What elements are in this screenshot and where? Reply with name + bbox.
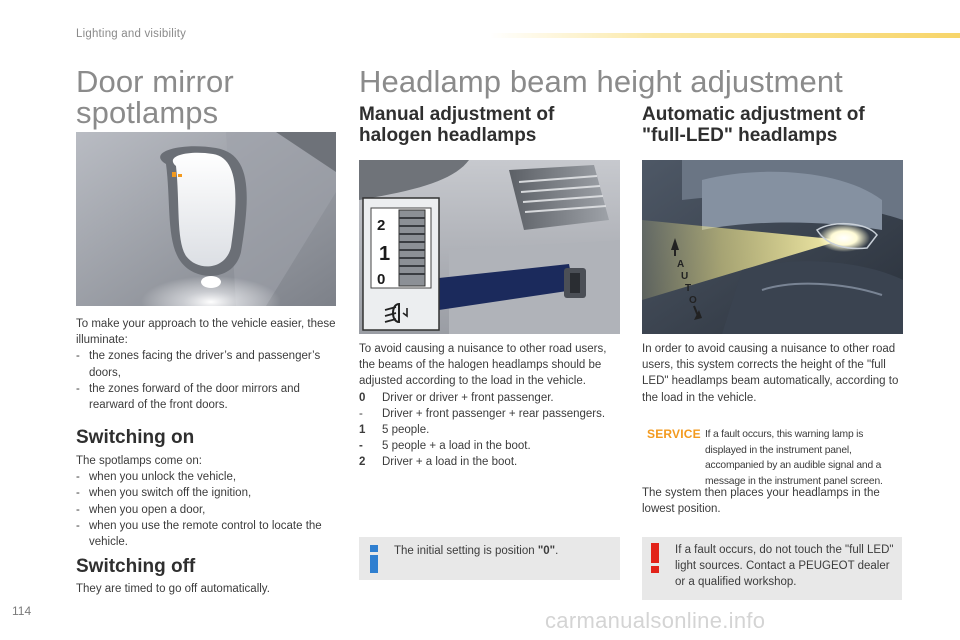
spotlamps-intro: To make your approach to the vehicle easier, these illuminate: [76,318,336,347]
door-mirror-title-line1: Door mirror [76,64,234,99]
info-note [359,537,620,580]
headlamp-title: Headlamp beam height adjustment [359,64,843,99]
info-note-text: The initial setting is position "0". [394,545,559,557]
warning-note [642,537,902,600]
dial-label-0: 0 [377,271,386,288]
automatic-intro: In order to avoid causing a nuisance to other road users, this system corrects the height of the "full LED" headlamps beam automatically, according to the load in the vehicle. [642,343,899,404]
service-warning-icon: SERVICE [647,427,701,441]
list-item: - when you switch off the ignition, [76,487,252,500]
switching-off-heading: Switching off [76,556,196,577]
list-item: 0 Driver or driver + front passenger. [359,391,554,404]
auto-letter-t: T [685,283,692,294]
manual-text-block [359,341,621,471]
list-item: - Driver + front passenger + rear passengers. [359,407,606,420]
switching-off-text: They are timed to go off automatically. [76,583,270,595]
dial-label-2: 2 [377,217,386,234]
list-item: - the zones forward of the door mirrors and rearward of the front doors. [76,382,300,412]
warning-note-text: If a fault occurs, do not touch the "full LED" light sources. Contact a PEUGEOT dealer or a qualified workshop. [675,544,894,589]
list-item: - 5 people + a load in the boot. [359,440,531,453]
door-mirror-title [76,66,234,128]
switching-on-intro: The spotlamps come on: [76,455,202,467]
service-fault-note: If a fault occurs, this warning lamp is displayed in the instrument panel, accompanied by an audible signal and a message in the instrument panel screen. [705,429,883,487]
dashboard-dial-photo [359,160,620,334]
manual-intro: To avoid causing a nuisance to other road users, the beams of the halogen headlamps should be adjusted according to the load in the vehicle. [359,343,607,388]
list-item: - the zones facing the driver’s and passenger’s doors, [76,350,321,379]
auto-letter-a: A [677,259,685,270]
page-number: 114 [12,604,32,618]
switching-on-block [76,453,338,550]
list-item: - when you use the remote control to locate the vehicle. [76,519,322,549]
led-headlamp-photo [642,160,903,334]
automatic-heading [642,104,865,146]
automatic-heading-line2: "full-LED" headlamps [642,125,838,146]
spotlamps-intro-block [76,316,338,413]
warning-exclamation-icon [649,543,661,573]
door-mirror-photo [76,132,336,306]
auto-letter-u: U [681,271,689,282]
manual-heading-line1: Manual adjustment of [359,104,555,125]
switching-on-heading: Switching on [76,427,195,448]
watermark: carmanualsonline.info [545,608,766,633]
door-mirror-title-line2: spotlamps [76,95,219,130]
list-item: 2 Driver + a load in the boot. [359,456,518,469]
list-item: - when you unlock the vehicle, [76,471,237,484]
list-item: 1 5 people. [359,424,430,437]
info-icon [367,545,381,573]
auto-letter-o: O [689,295,697,306]
manual-load-settings [359,390,621,471]
spotlamps-zone-list [76,348,338,413]
automatic-after-text: The system then places your headlamps in the lowest position. [642,487,880,516]
switching-on-list [76,469,338,550]
header-rule [490,33,960,38]
list-item: - when you open a door, [76,503,206,516]
automatic-heading-line1: Automatic adjustment of [642,104,865,125]
running-header: Lighting and visibility [76,28,187,40]
manual-heading-line2: halogen headlamps [359,125,537,146]
dial-label-1: 1 [379,243,391,265]
manual-heading [359,104,554,146]
